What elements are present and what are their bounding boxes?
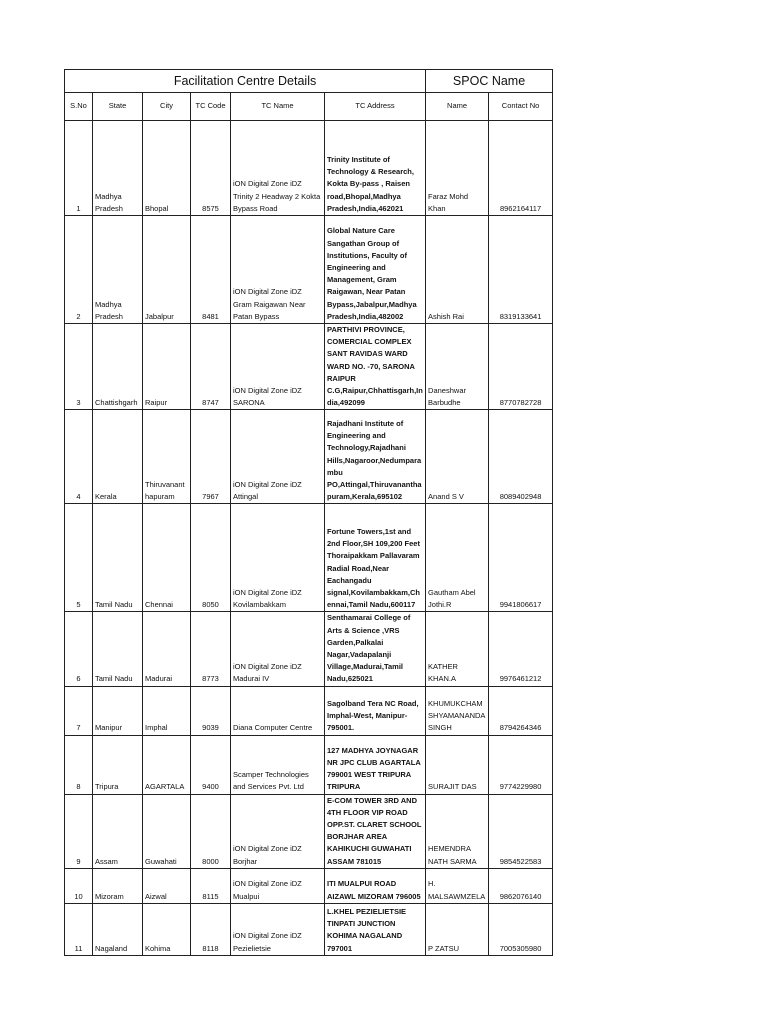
tc-code-cell: 8118	[191, 903, 231, 955]
contact-cell: 8794264346	[489, 686, 553, 735]
column-header-tc-name: TC Name	[231, 93, 325, 121]
state-cell: Assam	[93, 794, 143, 868]
sno-cell: 6	[65, 612, 93, 686]
tc-address-cell: E-COM TOWER 3RD AND 4TH FLOOR VIP ROAD OPP.ST. CLARET SCHOOL BORJHAR AREA KAHIKUCHI GUWAHATI ASSAM 781015	[325, 794, 426, 868]
city-cell: Kohima	[143, 903, 191, 955]
spoc-name-cell: SURAJIT DAS	[426, 735, 489, 794]
spoc-name-cell: H. MALSAWMZELA	[426, 868, 489, 903]
state-cell: Nagaland	[93, 903, 143, 955]
contact-cell: 9976461212	[489, 612, 553, 686]
column-header-tc-address: TC Address	[325, 93, 426, 121]
contact-cell: 9854522583	[489, 794, 553, 868]
contact-cell: 9774229980	[489, 735, 553, 794]
sno-cell: 2	[65, 216, 93, 324]
tc-code-cell: 7967	[191, 410, 231, 504]
tc-name-cell: iON Digital Zone iDZ Attingal	[231, 410, 325, 504]
table-row	[65, 686, 553, 735]
tc-address-cell: Fortune Towers,1st and 2nd Floor,SH 109,200 Feet Thoraipakkam Pallavaram Radial Road,Near Eachangadu signal,Kovilambakkam,Chennai,Tamil Nadu,600117	[325, 504, 426, 612]
tc-name-cell: iON Digital Zone iDZ Pezielietsie	[231, 903, 325, 955]
spoc-name-cell: Daneshwar Barbudhe	[426, 324, 489, 410]
city-cell: Thiruvanant hapuram	[143, 410, 191, 504]
tc-code-cell: 9039	[191, 686, 231, 735]
city-cell: Jabalpur	[143, 216, 191, 324]
tc-name-cell: iON Digital Zone iDZ Madurai IV	[231, 612, 325, 686]
tc-address-cell: Senthamarai College of Arts & Science ,VRS Garden,Palkalai Nagar,Vadapalanji Village,Madurai,Tamil Nadu,625021	[325, 612, 426, 686]
tc-code-cell: 9400	[191, 735, 231, 794]
column-header-spoc-name: Name	[426, 93, 489, 121]
spoc-name-cell: Anand S V	[426, 410, 489, 504]
sno-cell: 7	[65, 686, 93, 735]
contact-cell: 7005305980	[489, 903, 553, 955]
state-cell: Manipur	[93, 686, 143, 735]
spoc-name-cell: HEMENDRA NATH SARMA	[426, 794, 489, 868]
sno-cell: 8	[65, 735, 93, 794]
contact-cell: 8089402948	[489, 410, 553, 504]
table-row	[65, 612, 553, 686]
tc-address-cell: Rajadhani Institute of Engineering and Technology,Rajadhani Hills,Nagaroor,Nedumparambu PO,Attingal,Thiruvananthapuram,Kerala,695102	[325, 410, 426, 504]
sno-cell: 5	[65, 504, 93, 612]
sno-cell: 11	[65, 903, 93, 955]
column-header-row	[65, 93, 553, 121]
tc-name-cell: Diana Computer Centre	[231, 686, 325, 735]
contact-cell: 9941806617	[489, 504, 553, 612]
column-header-contact: Contact No	[489, 93, 553, 121]
tc-address-cell: PARTHIVI PROVINCE, COMERCIAL COMPLEX SANT RAVIDAS WARD WARD NO. -70, SARONA RAIPUR C.G,Raipur,Chhattisgarh,India,492099	[325, 324, 426, 410]
tc-name-cell: iON Digital Zone iDZ Mualpui	[231, 868, 325, 903]
table-row	[65, 504, 553, 612]
tc-address-cell: Global Nature Care Sangathan Group of Institutions, Faculty of Engineering and Management, Gram Raigawan, Near Patan Bypass,Jabalpur,Madhya Pradesh,India,482002	[325, 216, 426, 324]
sno-cell: 3	[65, 324, 93, 410]
column-header-city: City	[143, 93, 191, 121]
state-cell: Tamil Nadu	[93, 612, 143, 686]
spoc-name-cell: KATHER KHAN.A	[426, 612, 489, 686]
spoc-title: SPOC Name	[426, 70, 553, 93]
spoc-name-cell: KHUMUKCHAM SHYAMANANDA SINGH	[426, 686, 489, 735]
sno-cell: 10	[65, 868, 93, 903]
tc-name-cell: iON Digital Zone iDZ Gram Raigawan Near Patan Bypass	[231, 216, 325, 324]
spoc-name-cell: Faraz Mohd Khan	[426, 121, 489, 216]
sno-cell: 4	[65, 410, 93, 504]
contact-cell: 8319133641	[489, 216, 553, 324]
city-cell: Bhopal	[143, 121, 191, 216]
state-cell: Mizoram	[93, 868, 143, 903]
tc-code-cell: 8773	[191, 612, 231, 686]
spoc-name-cell: P ZATSU	[426, 903, 489, 955]
tc-address-cell: Sagolband Tera NC Road, Imphal-West, Manipur- 795001.	[325, 686, 426, 735]
column-header-sno: S.No	[65, 93, 93, 121]
tc-code-cell: 8481	[191, 216, 231, 324]
tc-name-cell: iON Digital Zone iDZ SARONA	[231, 324, 325, 410]
spoc-name-cell: Gautham Abel Jothi.R	[426, 504, 489, 612]
table-row	[65, 410, 553, 504]
tc-name-cell: iON Digital Zone iDZ Trinity 2 Headway 2 Kokta Bypass Road	[231, 121, 325, 216]
tc-code-cell: 8000	[191, 794, 231, 868]
table-row	[65, 735, 553, 794]
table-title: Facilitation Centre Details	[65, 70, 426, 93]
contact-cell: 9862076140	[489, 868, 553, 903]
table-row	[65, 216, 553, 324]
tc-address-cell: ITI MUALPUI ROAD AIZAWL MIZORAM 796005	[325, 868, 426, 903]
city-cell: AGARTALA	[143, 735, 191, 794]
spoc-name-cell: Ashish Rai	[426, 216, 489, 324]
state-cell: Tripura	[93, 735, 143, 794]
table-row	[65, 794, 553, 868]
tc-name-cell: iON Digital Zone iDZ Borjhar	[231, 794, 325, 868]
city-cell: Imphal	[143, 686, 191, 735]
state-cell: Madhya Pradesh	[93, 121, 143, 216]
tc-code-cell: 8747	[191, 324, 231, 410]
tc-code-cell: 8050	[191, 504, 231, 612]
tc-name-cell: Scamper Technologies and Services Pvt. Ltd	[231, 735, 325, 794]
state-cell: Madhya Pradesh	[93, 216, 143, 324]
sno-cell: 1	[65, 121, 93, 216]
tc-name-cell: iON Digital Zone iDZ Kovilambakkam	[231, 504, 325, 612]
tc-address-cell: Trinity Institute of Technology & Research, Kokta By-pass , Raisen road,Bhopal,Madhya Pradesh,India,462021	[325, 121, 426, 216]
state-cell: Chattishgarh	[93, 324, 143, 410]
city-cell: Raipur	[143, 324, 191, 410]
contact-cell: 8962164117	[489, 121, 553, 216]
city-cell: Aizwal	[143, 868, 191, 903]
contact-cell: 8770782728	[489, 324, 553, 410]
state-cell: Tamil Nadu	[93, 504, 143, 612]
tc-code-cell: 8575	[191, 121, 231, 216]
city-cell: Chennai	[143, 504, 191, 612]
table-row	[65, 903, 553, 955]
tc-address-cell: L.KHEL PEZIELIETSIE TINPATI JUNCTION KOHIMA NAGALAND 797001	[325, 903, 426, 955]
sno-cell: 9	[65, 794, 93, 868]
column-header-tc-code: TC Code	[191, 93, 231, 121]
tc-address-cell: 127 MADHYA JOYNAGAR NR JPC CLUB AGARTALA 799001 WEST TRIPURA TRIPURA	[325, 735, 426, 794]
city-cell: Guwahati	[143, 794, 191, 868]
table-row	[65, 868, 553, 903]
column-header-state: State	[93, 93, 143, 121]
state-cell: Kerala	[93, 410, 143, 504]
table-row	[65, 121, 553, 216]
table-row	[65, 324, 553, 410]
facilitation-centre-table	[64, 69, 553, 956]
tc-code-cell: 8115	[191, 868, 231, 903]
city-cell: Madurai	[143, 612, 191, 686]
